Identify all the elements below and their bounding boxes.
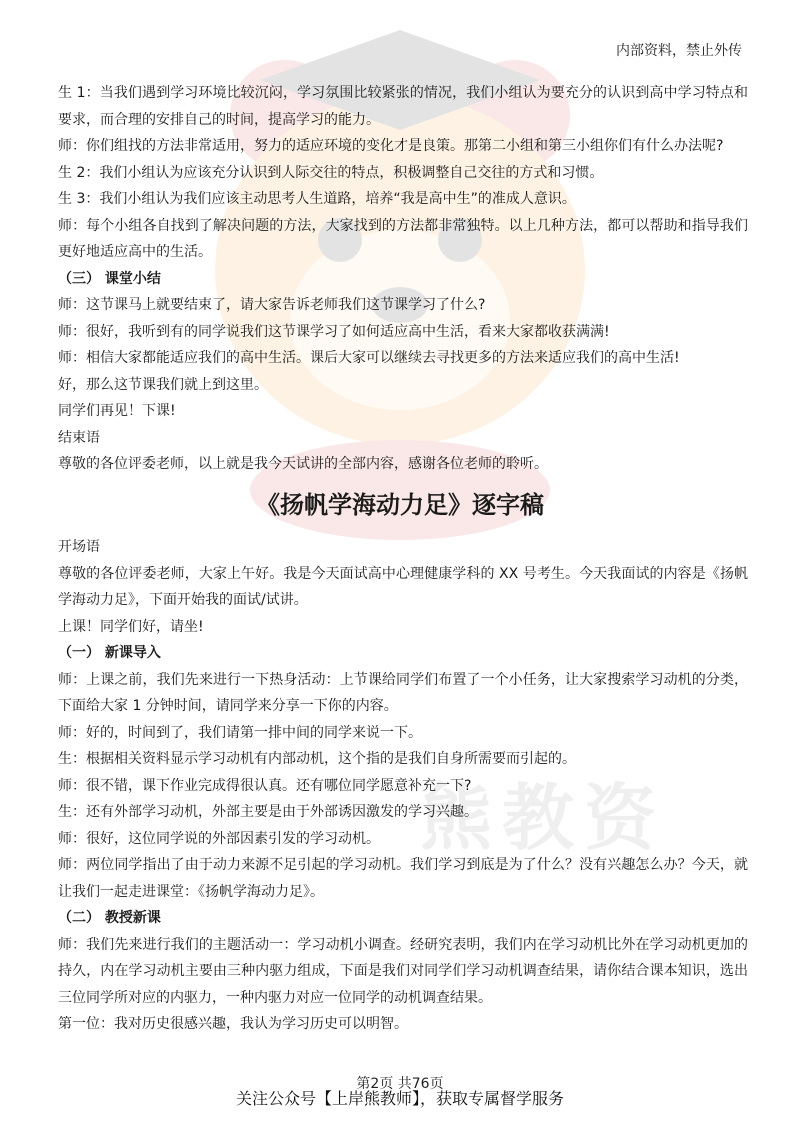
paragraph: 结束语 (58, 429, 100, 446)
section-heading: （二） 教授新课 (58, 910, 161, 926)
paragraph: 师：你们组找的方法非常适用，努力的适应环境的变化才是良策。那第二小组和第三小组你们有什么办法呢? (58, 138, 724, 154)
section-heading: （三） 课堂小结 (58, 270, 161, 287)
paragraph: 好，那么这节课我们就上到这里。 (58, 376, 268, 393)
paragraph: 尊敬的各位评委老师，大家上午好。我是今天面试高中心理健康学科的 XX 号考生。今天我面试的内容是《扬帆学海动力足》，下面开始我的面试/试讲。 (58, 565, 748, 608)
bottom-section (58, 534, 748, 1038)
paragraph: 生：根据相关资料显示学习动机有内部动机，这个指的是我们自身所需要而引起的。 (58, 751, 576, 767)
paragraph: 生 3：我们小组认为我们应该主动思考人生道路，培养“我是高中生”的准成人意识。 (58, 191, 576, 207)
paragraph: 师：上课之前，我们先来进行一下热身活动：上节课给同学们布置了一个小任务，让大家搜索学习动机的分类，下面给大家 1 分钟时间，请同学来分享一下你的内容。 (58, 671, 748, 714)
section-heading: （一） 新课导入 (58, 645, 161, 661)
paragraph: 同学们再见！下课! (58, 403, 176, 419)
paragraph: 师：这节课马上就要结束了，请大家告诉老师我们这节课学习了什么? (58, 297, 486, 313)
doc-title: 《扬帆学海动力足》逐字稿 (256, 490, 544, 519)
paragraph: 师：很好，我听到有的同学说我们这节课学习了如何适应高中生活，看来大家都收获满满! (58, 323, 610, 340)
paragraph: 生 2：我们小组认为应该充分认识到人际交往的特点，积极调整自己交往的方式和习惯。 (58, 164, 604, 181)
watermark-text: 熊教资 (420, 776, 667, 860)
paragraph: 师：很好，这位同学说的外部因素引发的学习动机。 (58, 830, 380, 847)
paragraph: 上课！同学们好，请坐! (58, 618, 204, 635)
paragraph: 师：两位同学指出了由于动力来源不足引起的学习动机。我们学习到底是为了什么？没有兴趣怎么办？今天，就让我们一起走进课堂：《扬帆学海动力足》。 (58, 857, 748, 900)
paragraph: 师：我们先来进行我们的主题活动一：学习动机小调查。经研究表明，我们内在学习动机比外在学习动机更加的持久，内在学习动机主要由三种内驱力组成，下面是我们对同学们学习动机调查结果，请你结合课本知识，选出三位同学所对应的内驱力，一种内驱力对应一位同学的动机调查结果。 (58, 936, 748, 1006)
paragraph: 师：很不错，课下作业完成得很认真。还有哪位同学愿意补充一下? (58, 777, 472, 794)
footer-note: 关注公众号【上岸熊教师】，获取专属督学服务 (235, 1089, 564, 1108)
paragraph: 生：还有外部学习动机，外部主要是由于外部诱因激发的学习兴趣。 (58, 804, 478, 820)
paragraph: 开场语 (58, 539, 100, 555)
top-section (58, 80, 748, 478)
paragraph: 师：相信大家都能适应我们的高中生活。课后大家可以继续去寻找更多的方法来适应我们的高中生活! (58, 350, 680, 366)
paragraph: 第一位：我对历史很感兴趣，我认为学习历史可以明智。 (58, 1016, 408, 1032)
paragraph: 师：每个小组各自找到了解决问题的方法，大家找到的方法都非常独特。以上几种方法，都可以帮助和指导我们更好地适应高中的生活。 (58, 217, 748, 260)
page-number: 第2页 共76页 (356, 1076, 444, 1092)
paragraph: 师：好的，时间到了，我们请第一排中间的同学来说一下。 (58, 724, 422, 741)
paragraph: 尊敬的各位评委老师，以上就是我今天试讲的全部内容，感谢各位老师的聆听。 (58, 456, 548, 472)
paragraph: 生 1：当我们遇到学习环境比较沉闷，学习氛围比较紧张的情况，我们小组认为要充分的认识到高中学习特点和要求，而合理的安排自己的时间，提高学习的能力。 (58, 85, 748, 128)
header-note: 内部资料，禁止外传 (616, 43, 742, 59)
